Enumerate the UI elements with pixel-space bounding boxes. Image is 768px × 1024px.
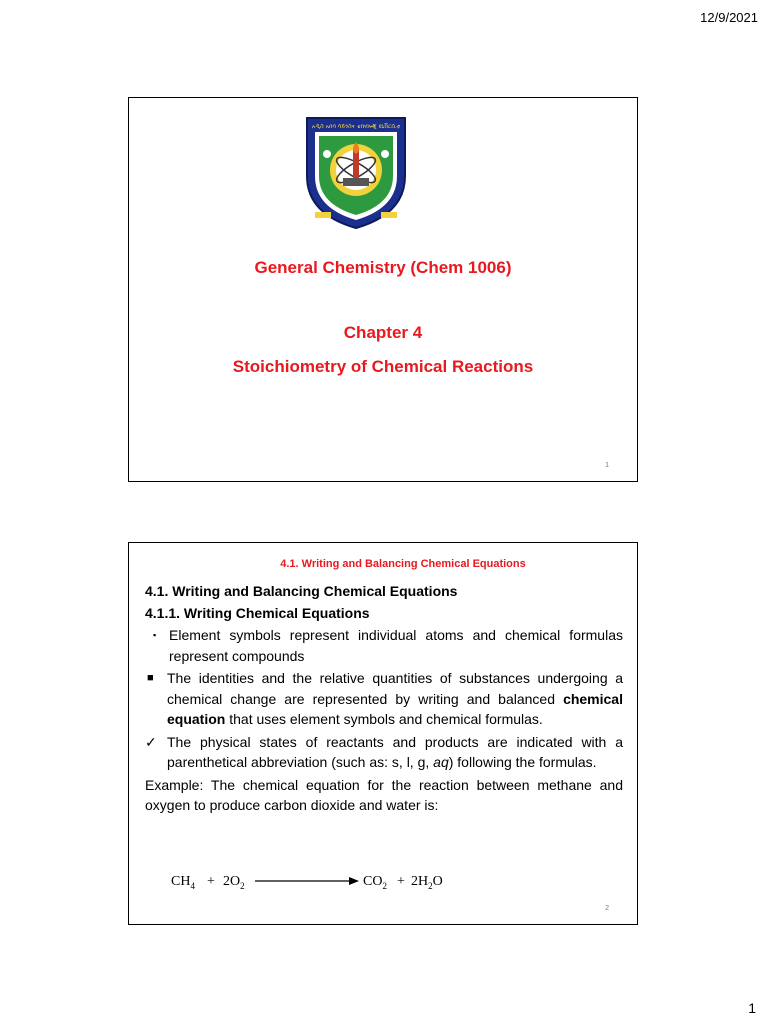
bullet-physical-states <box>145 732 623 773</box>
slide-number: 1 <box>605 462 609 469</box>
eq-product-2: 2H <box>411 874 429 889</box>
eq-subscript: 2 <box>382 881 387 891</box>
university-logo-icon <box>303 114 409 230</box>
bullet-text: Element symbols represent individual atoms and chemical formulas represent compounds <box>169 627 623 664</box>
bullet-text: ) following the formulas. <box>448 754 597 770</box>
eq-reactant-1: CH <box>171 874 191 889</box>
chapter-label: Chapter 4 <box>343 323 423 342</box>
eq-plus: + <box>397 874 405 889</box>
slide-body <box>145 581 623 816</box>
square-bullet-icon: ■ <box>147 672 154 684</box>
eq-product-1: CO <box>363 874 383 889</box>
key-term: chemical equation <box>167 690 623 727</box>
logo-text: አዲስ አበባ ሳይንስና ቴክኖሎጂ ዩኒቨርሲቲ <box>311 123 401 130</box>
eq-subscript: 4 <box>190 881 195 891</box>
bullet-identities <box>145 668 623 730</box>
eq-reactant-2: 2O <box>223 874 241 889</box>
slide-2 <box>128 542 638 925</box>
slide-header: 4.1. Writing and Balancing Chemical Equations <box>280 558 526 570</box>
bullet-text: The identities and the relative quantities of substances undergoing a chemical change are represented by writing and balanced <box>167 670 623 707</box>
svg-text:CH4+2O2 <box>171 874 245 891</box>
section-heading: 4.1. Writing and Balancing Chemical Equations <box>145 583 458 599</box>
square-bullet-icon: ▪ <box>153 630 157 640</box>
eq-product-2-tail: O <box>432 874 443 889</box>
italic-term: aq <box>433 754 449 770</box>
bullet-element-symbols <box>145 625 623 666</box>
svg-text:CO2+2H2O <box>363 874 443 891</box>
slide-number: 2 <box>605 905 609 912</box>
example-text: Example: The chemical equation for the reaction between methane and oxygen to produce carbon dioxide and water is: <box>145 776 623 813</box>
eq-subscript: 2 <box>240 881 245 891</box>
course-title: General Chemistry (Chem 1006) <box>254 258 512 277</box>
bullet-text: that uses element symbols and chemical formulas. <box>225 711 543 727</box>
chemical-equation <box>159 869 459 893</box>
subsection-heading: 4.1.1. Writing Chemical Equations <box>145 604 370 621</box>
chapter-title: Stoichiometry of Chemical Reactions <box>232 357 534 376</box>
page-number: 1 <box>748 1000 756 1016</box>
page-date: 12/9/2021 <box>700 10 758 25</box>
eq-plus: + <box>207 874 215 889</box>
bullet-text: The physical states of reactants and products are indicated with a parenthetical abbreviation (such as: s, l, g, <box>167 733 623 770</box>
checkmark-icon: ✓ <box>145 733 157 750</box>
eq-subscript: 2 <box>428 881 433 891</box>
reaction-arrow-icon <box>349 877 359 885</box>
slide-1 <box>128 97 638 482</box>
